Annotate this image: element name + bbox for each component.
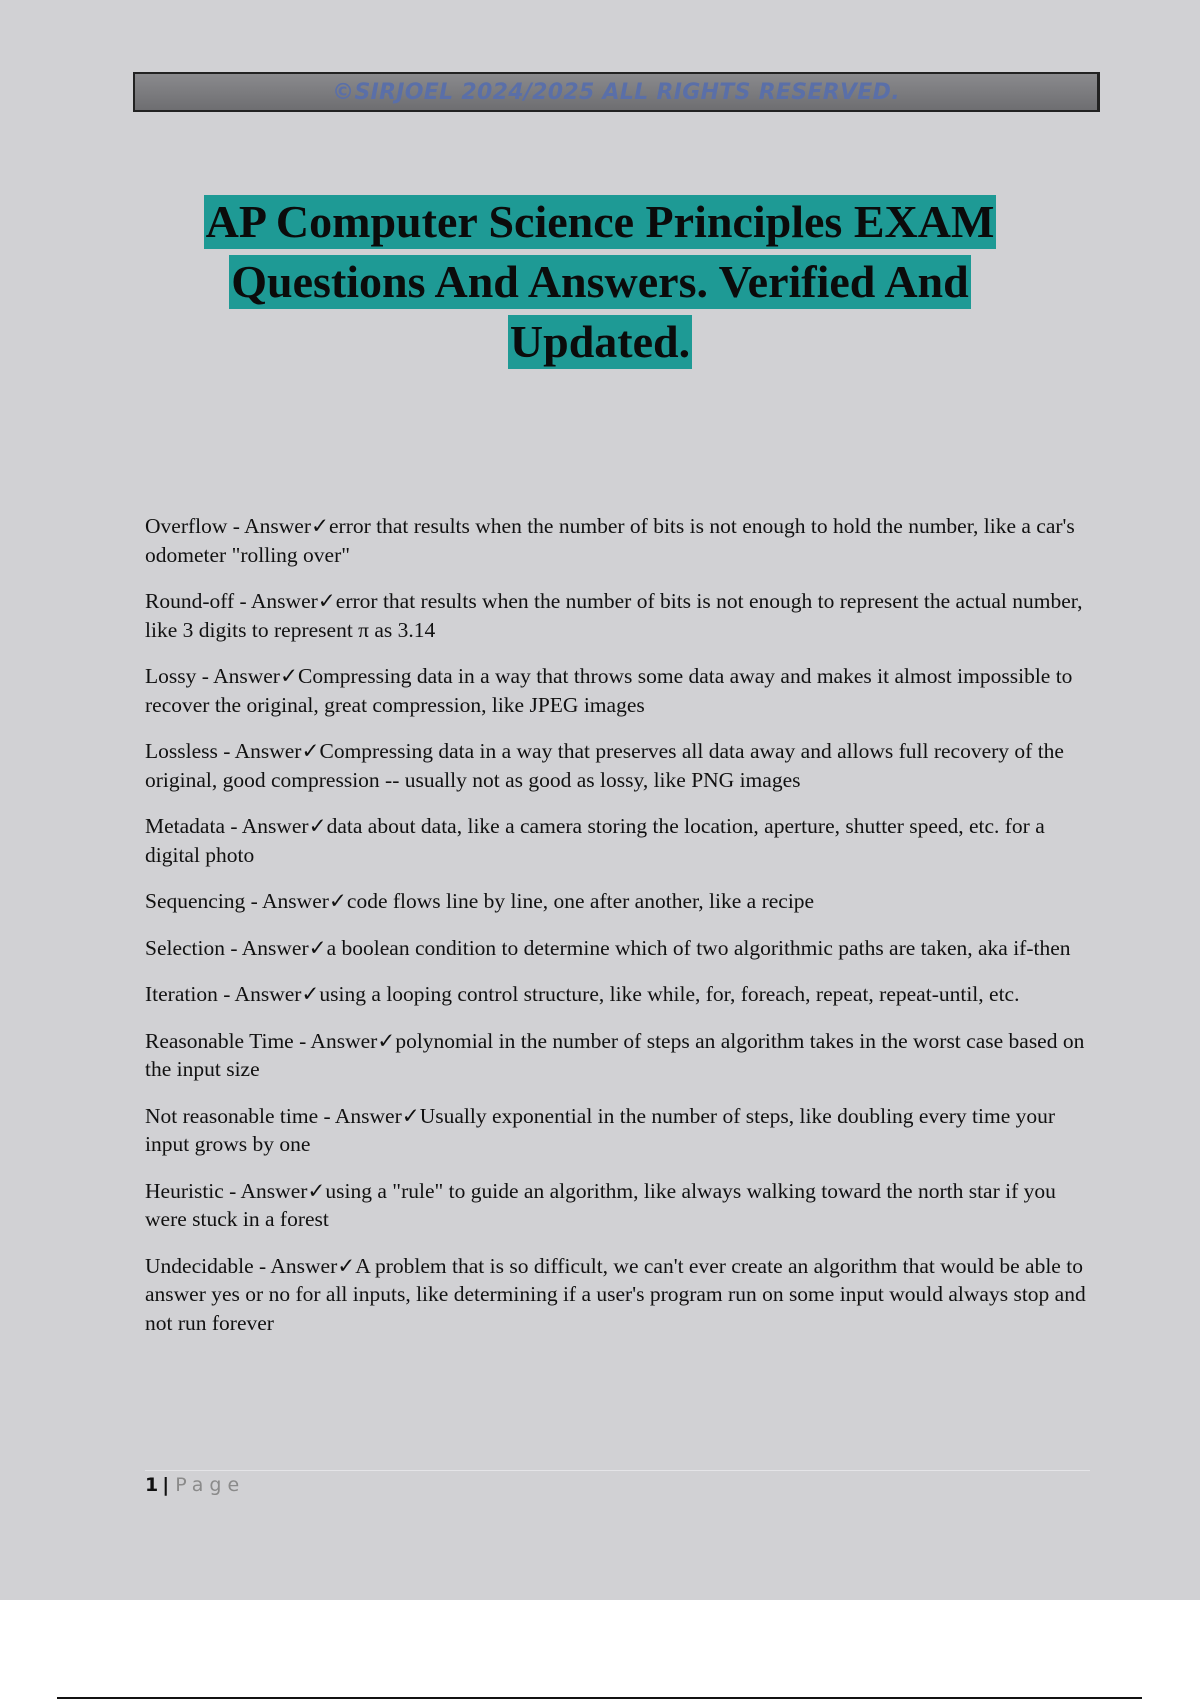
- qa-entry-heuristic: Heuristic - Answer✓using a "rule" to guide an algorithm, like always walking toward the north star if you were stuck in a forest: [145, 1178, 1056, 1231]
- qa-entry-reasonable-time: Reasonable Time - Answer✓polynomial in the number of steps an algorithm takes in the worst case based on the input size: [145, 1028, 1085, 1081]
- qa-entry-undecidable: Undecidable - Answer✓A problem that is so difficult, we can't ever create an algorithm that would be able to answer yes or no for all inputs, like determining if a user's program run on some input would always stop and not run forever: [145, 1253, 1086, 1335]
- page-number: 1: [145, 1474, 159, 1496]
- qa-entry-list: [145, 512, 1095, 1355]
- title-line-3: Updated.: [509, 316, 691, 367]
- page-footer: [145, 1474, 245, 1496]
- next-page-divider: [57, 1697, 1142, 1699]
- qa-entry-not-reasonable-time: Not reasonable time - Answer✓Usually exponential in the number of steps, like doubling every time your input grows by one: [145, 1103, 1056, 1156]
- title-line-1: AP Computer Science Principles EXAM: [205, 196, 995, 247]
- qa-entry-overflow: Overflow - Answer✓error that results when the number of bits is not enough to hold the number, like a car's odometer "rolling over": [145, 514, 1075, 567]
- footer-separator: |: [162, 1474, 170, 1496]
- footer-divider: [145, 1470, 1090, 1471]
- qa-entry-selection: Selection - Answer✓a boolean condition to determine which of two algorithmic paths are taken, aka if-then: [145, 935, 1071, 960]
- title-line-2: Questions And Answers. Verified And: [231, 256, 969, 307]
- qa-entry-lossless: Lossless - Answer✓Compressing data in a way that preserves all data away and allows full recovery of the original, good compression -- usually not as good as lossy, like PNG images: [145, 739, 1064, 792]
- copyright-header-bar: [133, 72, 1100, 112]
- qa-entry-round-off: Round-off - Answer✓error that results when the number of bits is not enough to represent the actual number, like 3 digits to represent π as 3.14: [145, 589, 1083, 642]
- qa-entry-iteration: Iteration - Answer✓using a looping control structure, like while, for, foreach, repeat, repeat-until, etc.: [145, 982, 1020, 1006]
- page-label: Page: [175, 1474, 246, 1496]
- document-title: [100, 195, 1100, 375]
- qa-entry-metadata: Metadata - Answer✓data about data, like a camera storing the location, aperture, shutter speed, etc. for a digital photo: [145, 814, 1045, 867]
- copyright-watermark: ©SIRJOEL 2024/2025 ALL RIGHTS RESERVED.: [332, 79, 900, 105]
- qa-entry-sequencing: Sequencing - Answer✓code flows line by line, one after another, like a recipe: [145, 889, 815, 913]
- qa-entry-lossy: Lossy - Answer✓Compressing data in a way that throws some data away and makes it almost impossible to recover the original, great compression, like JPEG images: [145, 664, 1073, 717]
